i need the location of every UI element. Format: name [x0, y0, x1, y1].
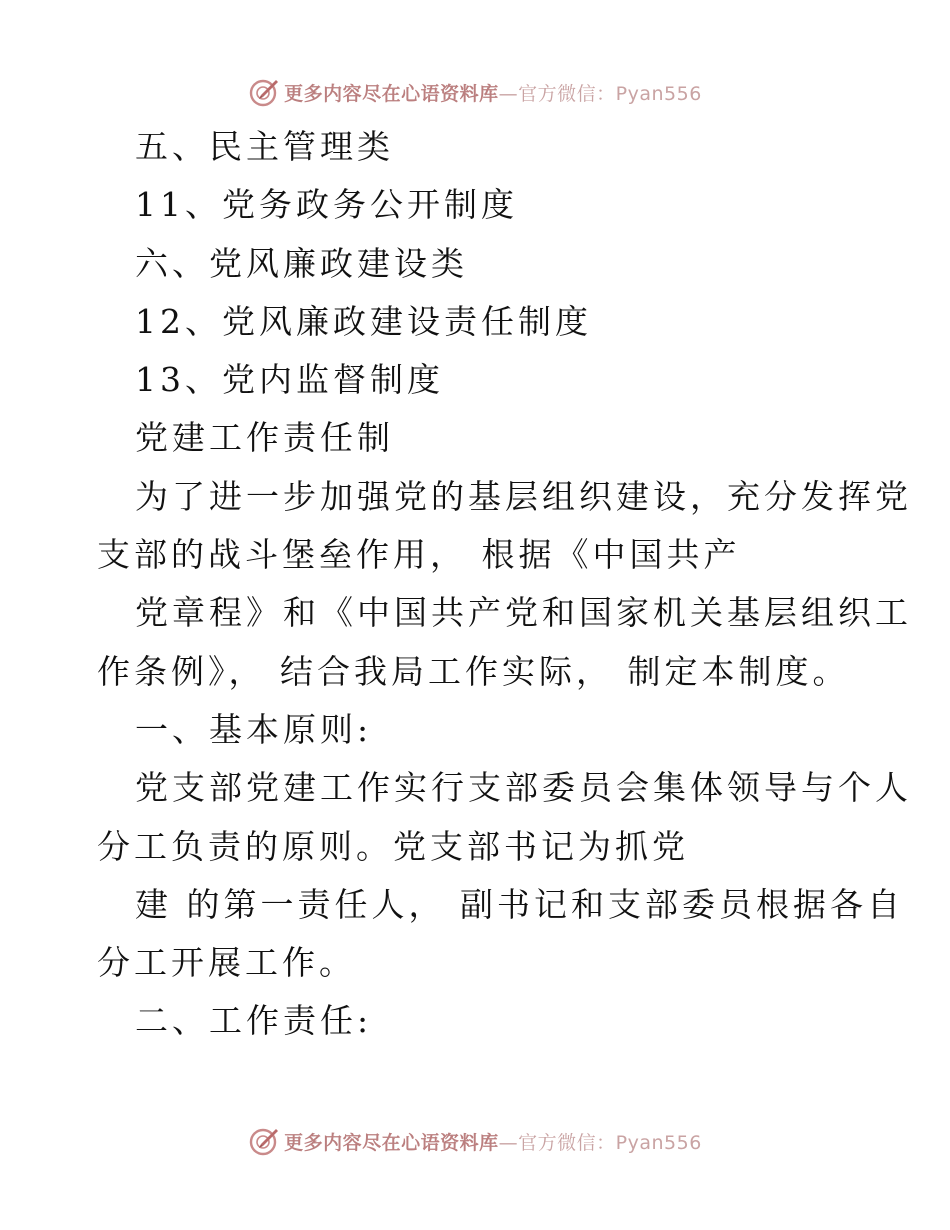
pen-logo-icon [248, 76, 280, 108]
watermark-contact: 官方微信：Pyan556 [518, 82, 702, 105]
watermark-dash: — [498, 82, 519, 105]
paragraph-line: 12、党风廉政建设责任制度 [135, 301, 592, 341]
watermark-brand: 更多内容尽在心语资料库 [284, 1131, 499, 1154]
paragraph-line: 分工负责的原则。党支部书记为抓党 [97, 826, 689, 866]
watermark-text [284, 79, 702, 106]
paragraph-line: 分工开展工作。 [97, 943, 356, 983]
paragraph-line: 11、党务政务公开制度 [135, 185, 518, 225]
pen-logo-icon [248, 1125, 280, 1157]
paragraph-line: 五、民主管理类 [135, 127, 394, 166]
paragraph-line: 六、党风廉政建设类 [135, 243, 468, 283]
watermark-brand: 更多内容尽在心语资料库 [284, 82, 499, 105]
section-title: 党建工作责任制 [135, 418, 394, 458]
document-body [97, 118, 912, 1051]
header-watermark [0, 72, 950, 112]
paragraph-line: 为了进一步加强党的基层组织建设，充分发挥党 [135, 476, 912, 516]
paragraph-line: 支部的战斗堡垒作用， 根据《中国共产 [97, 535, 741, 575]
paragraph-line: 二、工作责任: [135, 1001, 373, 1041]
paragraph-line: 党章程》和《中国共产党和国家机关基层组织工 [135, 593, 912, 633]
watermark-dash: — [498, 1131, 519, 1154]
paragraph-line: 一、基本原则: [135, 709, 373, 749]
paragraph-line: 建 的第一责任人， 副书记和支部委员根据各自 [135, 884, 904, 924]
paragraph-line: 作条例》， 结合我局工作实际， 制定本制度。 [97, 651, 850, 691]
watermark-text [284, 1128, 702, 1155]
paragraph-line: 13、党内监督制度 [135, 360, 444, 400]
footer-watermark [0, 1121, 950, 1161]
paragraph-line: 党支部党建工作实行支部委员会集体领导与个人 [135, 768, 912, 808]
watermark-contact: 官方微信：Pyan556 [518, 1131, 702, 1154]
